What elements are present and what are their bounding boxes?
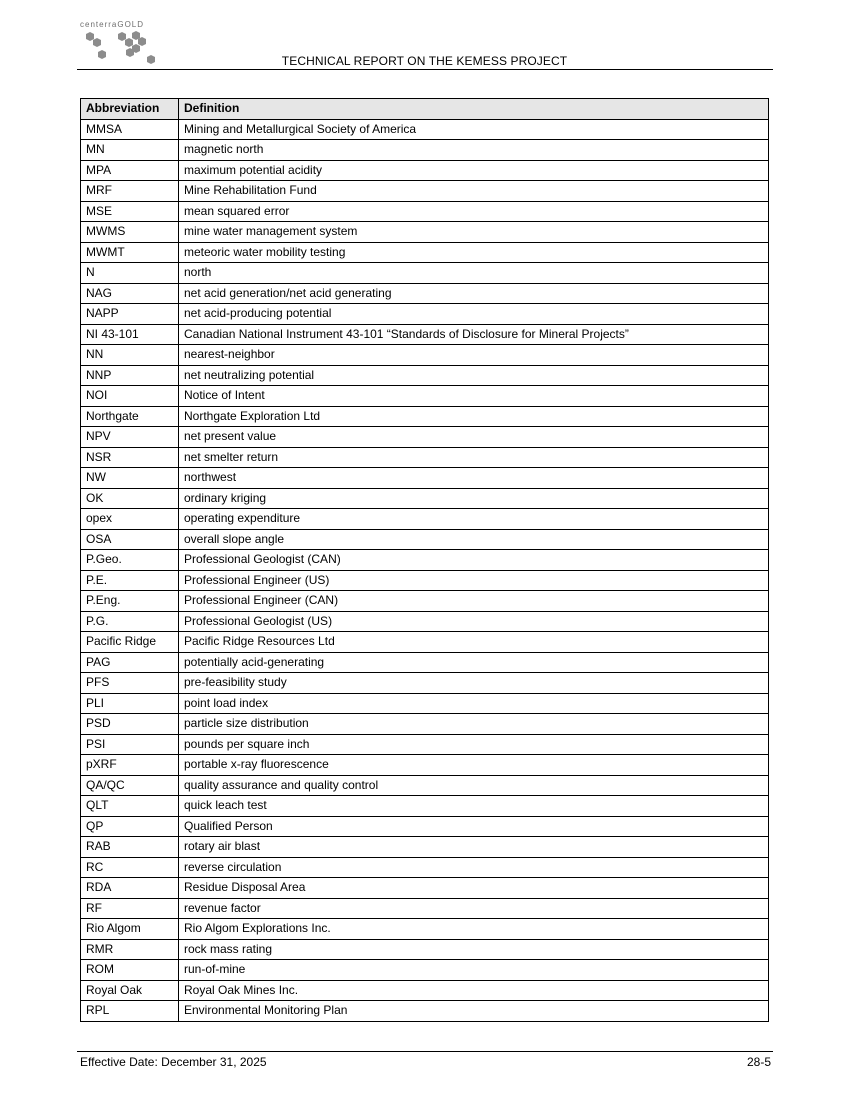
definition-cell: ordinary kriging bbox=[179, 488, 769, 509]
table-row bbox=[81, 775, 769, 796]
abbreviation-cell: MMSA bbox=[81, 119, 179, 140]
abbreviation-cell: NOI bbox=[81, 386, 179, 407]
abbreviation-cell: NAG bbox=[81, 283, 179, 304]
table-row bbox=[81, 447, 769, 468]
table-row bbox=[81, 345, 769, 366]
abbreviation-cell: PFS bbox=[81, 673, 179, 694]
column-header-abbreviation: Abbreviation bbox=[81, 99, 179, 120]
logo-wordmark: centerraGOLD bbox=[80, 20, 145, 29]
definition-cell: Professional Geologist (US) bbox=[179, 611, 769, 632]
abbreviation-cell: Royal Oak bbox=[81, 980, 179, 1001]
abbreviation-cell: RAB bbox=[81, 837, 179, 858]
table-row bbox=[81, 263, 769, 284]
abbreviation-cell: PSI bbox=[81, 734, 179, 755]
definition-cell: Professional Engineer (US) bbox=[179, 570, 769, 591]
definition-cell: reverse circulation bbox=[179, 857, 769, 878]
table-row bbox=[81, 222, 769, 243]
table-row bbox=[81, 878, 769, 899]
table-body bbox=[81, 119, 769, 1021]
table-row bbox=[81, 304, 769, 325]
table-row bbox=[81, 816, 769, 837]
abbreviation-cell: PSD bbox=[81, 714, 179, 735]
definition-cell: rotary air blast bbox=[179, 837, 769, 858]
abbreviation-cell: N bbox=[81, 263, 179, 284]
definition-cell: magnetic north bbox=[179, 140, 769, 161]
abbreviation-cell: MWMT bbox=[81, 242, 179, 263]
definition-cell: Qualified Person bbox=[179, 816, 769, 837]
table-row bbox=[81, 160, 769, 181]
abbreviation-cell: OSA bbox=[81, 529, 179, 550]
footer-divider bbox=[77, 1051, 773, 1052]
abbreviation-cell: NAPP bbox=[81, 304, 179, 325]
table-row bbox=[81, 181, 769, 202]
table-row bbox=[81, 509, 769, 530]
definition-cell: net neutralizing potential bbox=[179, 365, 769, 386]
table-row bbox=[81, 1001, 769, 1022]
abbreviations-table bbox=[80, 98, 769, 1022]
definition-cell: quality assurance and quality control bbox=[179, 775, 769, 796]
abbreviation-cell: P.G. bbox=[81, 611, 179, 632]
abbreviation-cell: NNP bbox=[81, 365, 179, 386]
table-row bbox=[81, 119, 769, 140]
table-row bbox=[81, 652, 769, 673]
definition-cell: Royal Oak Mines Inc. bbox=[179, 980, 769, 1001]
abbreviation-cell: Pacific Ridge bbox=[81, 632, 179, 653]
definition-cell: Pacific Ridge Resources Ltd bbox=[179, 632, 769, 653]
definition-cell: overall slope angle bbox=[179, 529, 769, 550]
abbreviation-cell: QA/QC bbox=[81, 775, 179, 796]
table-row bbox=[81, 673, 769, 694]
definition-cell: nearest-neighbor bbox=[179, 345, 769, 366]
definition-cell: mine water management system bbox=[179, 222, 769, 243]
abbreviation-cell: Rio Algom bbox=[81, 919, 179, 940]
abbreviation-cell: RMR bbox=[81, 939, 179, 960]
table-row bbox=[81, 714, 769, 735]
table-row bbox=[81, 201, 769, 222]
abbreviation-cell: opex bbox=[81, 509, 179, 530]
definition-cell: rock mass rating bbox=[179, 939, 769, 960]
abbreviation-cell: NN bbox=[81, 345, 179, 366]
definition-cell: operating expenditure bbox=[179, 509, 769, 530]
table-row bbox=[81, 570, 769, 591]
table-row bbox=[81, 324, 769, 345]
abbreviation-cell: NPV bbox=[81, 427, 179, 448]
definition-cell: northwest bbox=[179, 468, 769, 489]
report-title: TECHNICAL REPORT ON THE KEMESS PROJECT bbox=[281, 54, 568, 68]
abbreviation-cell: QLT bbox=[81, 796, 179, 817]
table-row bbox=[81, 919, 769, 940]
abbreviation-cell: P.E. bbox=[81, 570, 179, 591]
abbreviation-cell: Northgate bbox=[81, 406, 179, 427]
abbreviation-cell: OK bbox=[81, 488, 179, 509]
abbreviation-cell: RDA bbox=[81, 878, 179, 899]
abbreviation-cell: pXRF bbox=[81, 755, 179, 776]
table-header-row bbox=[81, 99, 769, 120]
table-row bbox=[81, 837, 769, 858]
definition-cell: Rio Algom Explorations Inc. bbox=[179, 919, 769, 940]
table-row bbox=[81, 755, 769, 776]
definition-cell: net acid generation/net acid generating bbox=[179, 283, 769, 304]
definition-cell: net present value bbox=[179, 427, 769, 448]
definition-cell: quick leach test bbox=[179, 796, 769, 817]
table-row bbox=[81, 242, 769, 263]
definition-cell: mean squared error bbox=[179, 201, 769, 222]
table-row bbox=[81, 898, 769, 919]
abbreviation-cell: QP bbox=[81, 816, 179, 837]
abbreviation-cell: ROM bbox=[81, 960, 179, 981]
definition-cell: pre-feasibility study bbox=[179, 673, 769, 694]
table-row bbox=[81, 980, 769, 1001]
table-row bbox=[81, 427, 769, 448]
table-row bbox=[81, 140, 769, 161]
abbreviation-cell: NSR bbox=[81, 447, 179, 468]
definition-cell: Canadian National Instrument 43-101 “Standards of Disclosure for Mineral Projects” bbox=[179, 324, 769, 345]
abbreviation-cell: NI 43-101 bbox=[81, 324, 179, 345]
table-row bbox=[81, 529, 769, 550]
table-row bbox=[81, 550, 769, 571]
table-row bbox=[81, 283, 769, 304]
definition-cell: net acid-producing potential bbox=[179, 304, 769, 325]
table-row bbox=[81, 796, 769, 817]
column-header-definition: Definition bbox=[179, 99, 769, 120]
definition-cell: run-of-mine bbox=[179, 960, 769, 981]
definition-cell: pounds per square inch bbox=[179, 734, 769, 755]
table-row bbox=[81, 488, 769, 509]
abbreviation-cell: P.Geo. bbox=[81, 550, 179, 571]
abbreviation-cell: MRF bbox=[81, 181, 179, 202]
table-row bbox=[81, 734, 769, 755]
definition-cell: meteoric water mobility testing bbox=[179, 242, 769, 263]
table-row bbox=[81, 468, 769, 489]
definition-cell: potentially acid-generating bbox=[179, 652, 769, 673]
table-row bbox=[81, 386, 769, 407]
definition-cell: Residue Disposal Area bbox=[179, 878, 769, 899]
abbreviation-cell: MWMS bbox=[81, 222, 179, 243]
page-number: 28-5 bbox=[746, 1055, 771, 1069]
definition-cell: north bbox=[179, 263, 769, 284]
definition-cell: Mine Rehabilitation Fund bbox=[179, 181, 769, 202]
abbreviation-cell: MPA bbox=[81, 160, 179, 181]
table-row bbox=[81, 365, 769, 386]
table-row bbox=[81, 611, 769, 632]
definition-cell: point load index bbox=[179, 693, 769, 714]
effective-date: Effective Date: December 31, 2025 bbox=[80, 1055, 267, 1069]
abbreviation-cell: PLI bbox=[81, 693, 179, 714]
table-row bbox=[81, 939, 769, 960]
definition-cell: Environmental Monitoring Plan bbox=[179, 1001, 769, 1022]
definition-cell: portable x-ray fluorescence bbox=[179, 755, 769, 776]
definition-cell: Professional Engineer (CAN) bbox=[179, 591, 769, 612]
table-row bbox=[81, 857, 769, 878]
table-row bbox=[81, 406, 769, 427]
definition-cell: particle size distribution bbox=[179, 714, 769, 735]
table-row bbox=[81, 591, 769, 612]
definition-cell: Mining and Metallurgical Society of America bbox=[179, 119, 769, 140]
abbreviation-cell: NW bbox=[81, 468, 179, 489]
table-row bbox=[81, 632, 769, 653]
definition-cell: Northgate Exploration Ltd bbox=[179, 406, 769, 427]
abbreviation-cell: RF bbox=[81, 898, 179, 919]
definition-cell: Notice of Intent bbox=[179, 386, 769, 407]
header-divider bbox=[77, 69, 773, 70]
abbreviation-cell: PAG bbox=[81, 652, 179, 673]
table-row bbox=[81, 693, 769, 714]
abbreviation-cell: RPL bbox=[81, 1001, 179, 1022]
definition-cell: maximum potential acidity bbox=[179, 160, 769, 181]
abbreviation-cell: P.Eng. bbox=[81, 591, 179, 612]
abbreviation-cell: RC bbox=[81, 857, 179, 878]
definition-cell: revenue factor bbox=[179, 898, 769, 919]
definition-cell: Professional Geologist (CAN) bbox=[179, 550, 769, 571]
table-row bbox=[81, 960, 769, 981]
abbreviation-cell: MSE bbox=[81, 201, 179, 222]
abbreviation-cell: MN bbox=[81, 140, 179, 161]
definition-cell: net smelter return bbox=[179, 447, 769, 468]
